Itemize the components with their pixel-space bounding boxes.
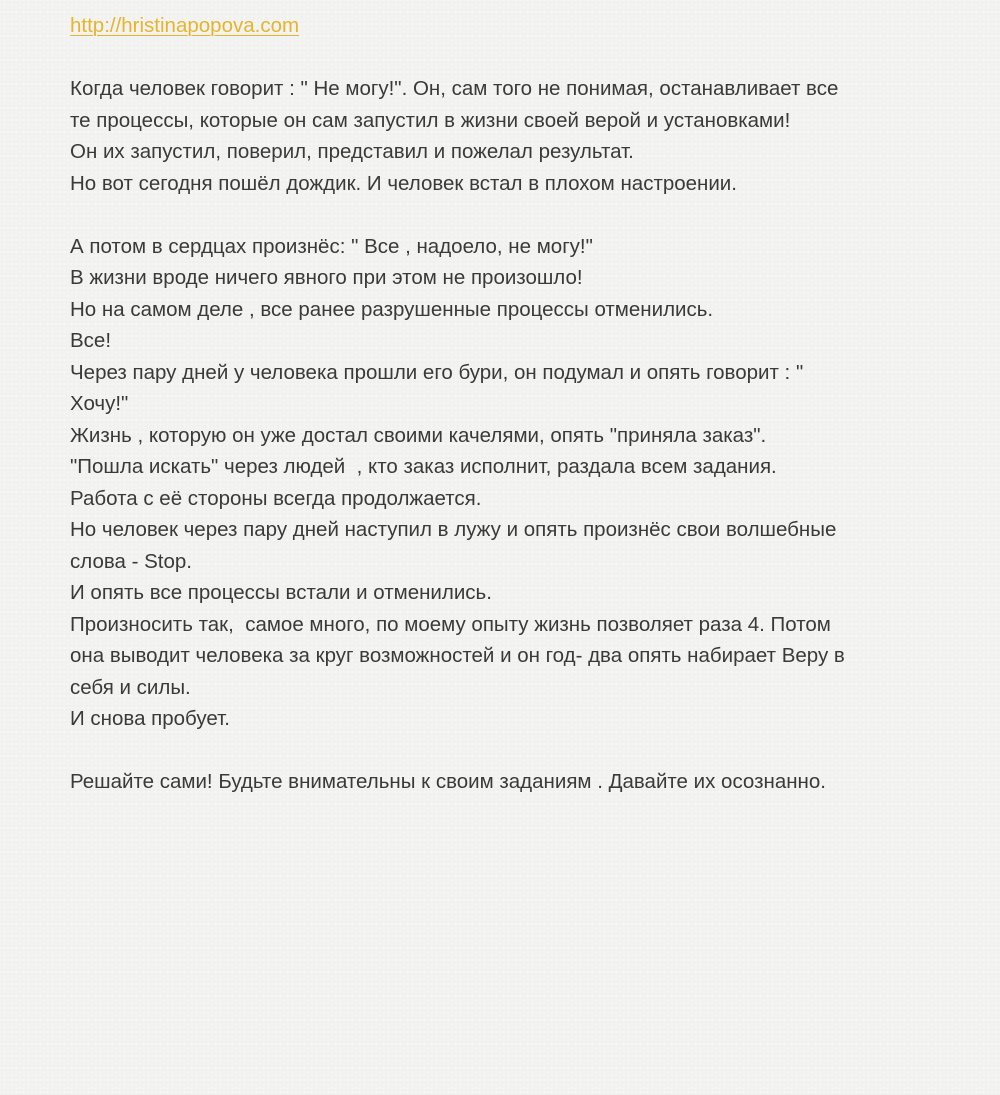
text-line: те процессы, которые он сам запустил в жизни своей верой и установками! [70, 108, 791, 132]
text-line: Жизнь , которую он уже достал своими качелями, опять "приняла заказ". [70, 423, 767, 447]
text-line: Решайте сами! Будьте внимательны к своим заданиям . Давайте их осознанно. [70, 770, 826, 793]
paragraph-gap [70, 735, 940, 767]
text-line: Но на самом деле , все ранее разрушенные процессы отменились. [70, 297, 714, 321]
text-line: Хочу!" [70, 392, 129, 415]
website-link[interactable]: http://hristinapopova.com [70, 14, 300, 37]
text-line: А потом в сердцах произнёс: " Все , надоело, не могу!" [70, 234, 593, 258]
paragraph-gap [70, 42, 940, 74]
text-line: Он их запустил, поверил, представил и пожелал результат. [70, 140, 634, 163]
note-body [70, 10, 940, 798]
text-line: В жизни вроде ничего явного при этом не произошло! [70, 266, 583, 289]
text-line: Когда человек говорит : " Не могу!". Он, сам того не понимая, останавливает все [70, 77, 839, 100]
paragraph-1 [70, 73, 940, 199]
text-line: Работа с её стороны всегда продолжается. [70, 486, 482, 510]
text-line: И снова пробует. [70, 707, 230, 730]
text-line: она выводит человека за круг возможностей и он год- два опять набирает Веру в [70, 644, 845, 667]
paragraph-2 [70, 231, 940, 735]
text-line: Но вот сегодня пошёл дождик. И человек встал в плохом настроении. [70, 171, 737, 195]
text-line: Через пару дней у человека прошли его бури, он подумал и опять говорит : " [70, 360, 804, 384]
text-line: слова - Stop. [70, 549, 192, 573]
paragraph-gap [70, 199, 940, 231]
text-line: Произносить так, самое много, по моему опыту жизнь позволяет раза 4. Потом [70, 612, 831, 636]
text-line: Но человек через пару дней наступил в лужу и опять произнёс свои волшебные [70, 518, 837, 541]
paragraph-3 [70, 766, 940, 798]
text-line: "Пошла искать" через людей , кто заказ исполнит, раздала всем задания. [70, 455, 777, 478]
text-line: Все! [70, 329, 112, 352]
text-line: И опять все процессы встали и отменились. [70, 581, 492, 604]
text-line: себя и силы. [70, 675, 191, 699]
